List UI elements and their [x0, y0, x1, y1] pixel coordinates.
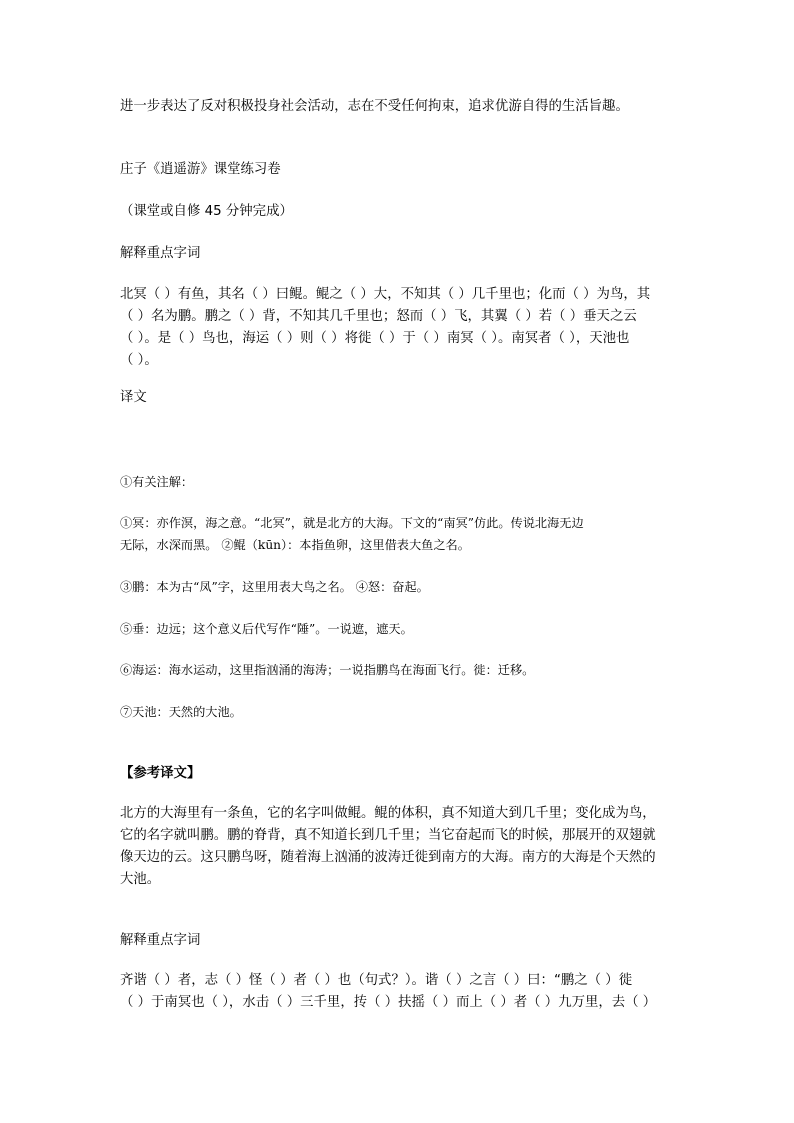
note-5: ⑤垂：边远；这个意义后代写作“陲”。一说遮，遮天。: [120, 622, 413, 636]
note-3: ③鹏：本为古“凤”字，这里用表大鸟之名。 ④怒：奋起。: [120, 580, 429, 594]
exercise-line: （ ）于南冥也（ ），水击（ ）三千里，抟（ ）扶摇（ ）而上（ ）者（ ）九万里，去（ ）: [120, 995, 657, 1010]
reference-translation: [120, 803, 676, 891]
translation-heading: 译文: [120, 390, 147, 405]
reference-line: 它的名字就叫鹏。鹏的脊背，真不知道长到几千里；当它奋起而飞的时候，那展开的双翅就: [120, 828, 656, 843]
exercise-line: 齐谐（ ）者，志（ ）怪（ ）者（ ）也（句式？）。谐（ ）之言（ ）曰：“鹏之（ ）徙: [120, 973, 633, 988]
exercise-line: （ ）。: [120, 353, 158, 368]
exercise-line: （ ）名为鹏。鹏之（ ）背，不知其几千里也；怒而（ ）飞，其翼（ ）若（ ）垂天之云: [120, 309, 637, 324]
worksheet-subtitle: （课堂或自修 45 分钟完成）: [120, 204, 293, 219]
note-line: ①冥：亦作溟，海之意。“北冥”，就是北方的大海。下文的“南冥”仿此。传说北海无边: [120, 516, 584, 530]
reference-line: 像天边的云。这只鹏鸟呀，随着海上汹涌的波涛迁徙到南方的大海。南方的大海是个天然的: [120, 850, 656, 865]
section2-exercise: [120, 970, 676, 1014]
notes-heading: ①有关注解：: [120, 475, 194, 489]
note-6: ⑥海运：海水运动，这里指汹涌的海涛；一说指鹏鸟在海面飞行。徙：迁移。: [120, 663, 535, 677]
reference-line: 北方的大海里有一条鱼，它的名字叫做鲲。鲲的体积，真不知道大到几千里；变化成为鸟，: [120, 806, 656, 821]
worksheet-title: 庄子《逍遥游》课堂练习卷: [120, 162, 281, 177]
note-1: [120, 512, 676, 556]
reference-line: 大池。: [120, 872, 161, 887]
exercise-line: 北冥（ ）有鱼，其名（ ）曰鲲。鲲之（ ）大，不知其（ ）几千里也；化而（ ）为鸟，其: [120, 287, 651, 302]
note-7: ⑦天池：天然的大池。: [120, 705, 242, 719]
reference-heading: 【参考译文】: [120, 766, 201, 781]
section1-exercise: [120, 284, 676, 372]
section2-heading: 解释重点字词: [120, 933, 201, 948]
intro-line: 进一步表达了反对积极投身社会活动，志在不受任何拘束，追求优游自得的生活旨趣。: [120, 99, 629, 114]
section1-heading: 解释重点字词: [120, 246, 201, 261]
note-line: 无际，水深而黑。 ②鲲（kūn）：本指鱼卵，这里借表大鱼之名。: [120, 538, 470, 552]
exercise-line: （ ）。是（ ）鸟也，海运（ ）则（ ）将徙（ ）于（ ）南冥（ ）。南冥者（ ），天池也: [120, 331, 630, 346]
